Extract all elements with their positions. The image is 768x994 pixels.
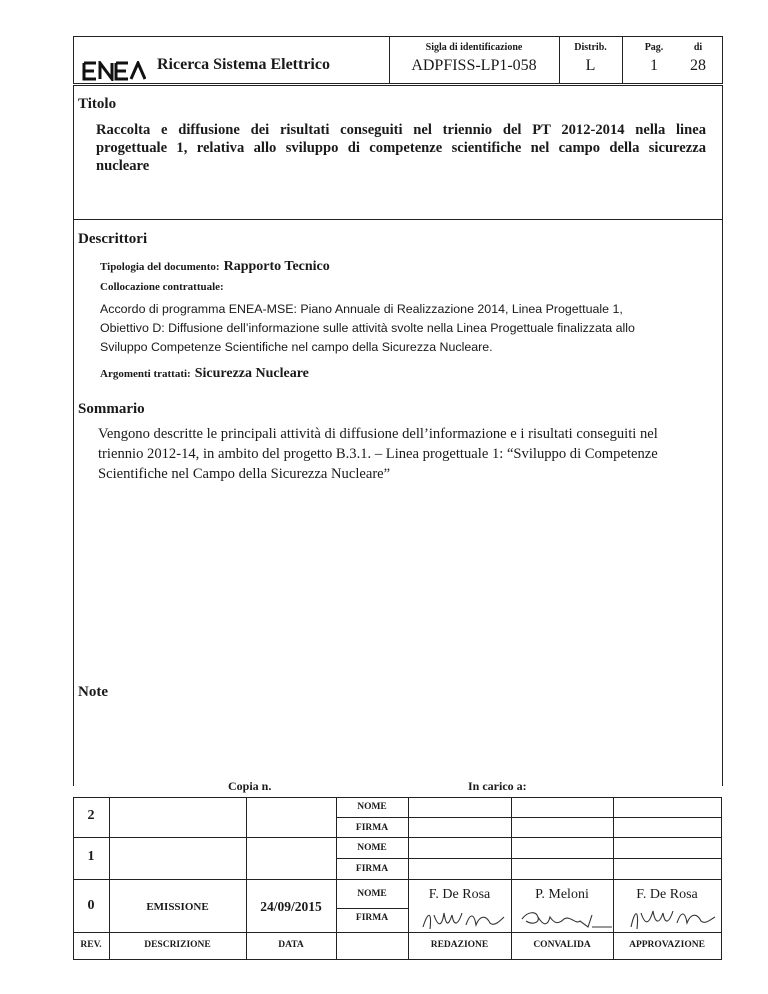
firma-label-1: FIRMA bbox=[355, 864, 389, 874]
pag-value: 1 bbox=[650, 57, 658, 74]
rev-0-description: EMISSIONE bbox=[146, 901, 209, 913]
enea-logo bbox=[82, 61, 146, 81]
rev-number-0: 0 bbox=[87, 898, 95, 913]
id-caption: Sigla di identificazione bbox=[425, 42, 523, 53]
titolo-text bbox=[96, 121, 706, 175]
carico-label: In carico a: bbox=[468, 779, 527, 793]
sommario-line-2: triennio 2012-14, in ambito del progetto B.3.1. – Linea progettuale 1: “Sviluppo di Competenze bbox=[98, 446, 658, 462]
enea-logo-icon bbox=[82, 61, 146, 81]
tipologia-value: Rapporto Tecnico bbox=[223, 259, 330, 274]
pag-caption: Pag. bbox=[644, 42, 664, 53]
header-box bbox=[73, 36, 723, 84]
footer-approvazione: APPROVAZIONE bbox=[629, 940, 705, 950]
footer-convalida: CONVALIDA bbox=[533, 940, 591, 950]
argomenti-label: Argomenti trattati: bbox=[100, 368, 191, 380]
tipologia-label: Tipologia del documento: bbox=[100, 261, 220, 273]
footer-data: DATA bbox=[278, 940, 304, 950]
approvazione-name: F. De Rosa bbox=[636, 887, 698, 902]
redazione-name: F. De Rosa bbox=[428, 887, 491, 902]
rev-number-2: 2 bbox=[87, 808, 95, 823]
sommario-text bbox=[98, 424, 658, 484]
convalida-name: P. Meloni bbox=[535, 887, 589, 902]
nome-label-1: NOME bbox=[357, 843, 387, 853]
copia-label: Copia n. bbox=[228, 779, 272, 793]
rev-number-1: 1 bbox=[87, 849, 95, 864]
di-value: 28 bbox=[690, 57, 706, 74]
distrib-value: L bbox=[585, 57, 596, 74]
titolo-line-1: Raccolta e diffusione dei risultati conseguiti nel triennio del PT 2012-2014 nella linea bbox=[96, 122, 706, 138]
distrib-caption: Distrib. bbox=[574, 42, 607, 53]
titolo-line-3: nucleare bbox=[96, 158, 150, 174]
footer-rev: REV. bbox=[80, 940, 102, 950]
signature-convalida bbox=[518, 907, 614, 933]
di-caption: di bbox=[693, 42, 703, 53]
collocazione-text bbox=[100, 300, 635, 357]
nome-label-0: NOME bbox=[357, 889, 387, 899]
sommario-line-1: Vengono descritte le principali attività di diffusione dell’informazione e i risultati conseguiti nel bbox=[98, 426, 658, 442]
firma-label-2: FIRMA bbox=[355, 823, 389, 833]
id-value: ADPFISS-LP1-058 bbox=[411, 57, 537, 74]
collocazione-line-1: Accordo di programma ENEA-MSE: Piano Annuale di Realizzazione 2014, Linea Progettuale 1, bbox=[100, 302, 623, 316]
descrittori-label: Descrittori bbox=[78, 231, 148, 247]
titolo-label: Titolo bbox=[78, 96, 117, 112]
collocazione-line-3: Sviluppo Competenze Scientifiche nel campo della Sicurezza Nucleare. bbox=[100, 340, 493, 354]
header-title: Ricerca Sistema Elettrico bbox=[157, 56, 330, 73]
firma-label-0: FIRMA bbox=[355, 913, 389, 923]
footer-descrizione: DESCRIZIONE bbox=[144, 940, 211, 950]
rev-0-date: 24/09/2015 bbox=[260, 899, 322, 914]
signature-redazione bbox=[418, 907, 508, 933]
argomenti-value: Sicurezza Nucleare bbox=[194, 366, 309, 381]
signature-approvazione bbox=[625, 905, 717, 933]
footer-redazione: REDAZIONE bbox=[430, 940, 489, 950]
titolo-line-2: progettuale 1, relativa allo sviluppo di competenze scientifiche nel campo della sicurezza bbox=[96, 140, 706, 156]
sommario-line-3: Scientifiche nel Campo della Sicurezza Nucleare” bbox=[98, 466, 391, 482]
nome-label-2: NOME bbox=[357, 802, 387, 812]
sommario-label: Sommario bbox=[78, 401, 145, 417]
revision-table bbox=[73, 797, 722, 960]
argomenti-row bbox=[100, 364, 309, 382]
tipologia-row bbox=[100, 257, 330, 275]
note-label: Note bbox=[78, 684, 108, 700]
collocazione-line-2: Obiettivo D: Diffusione dell’informazione sulle attività svolte nella Linea Progettuale finalizzata allo bbox=[100, 321, 635, 335]
collocazione-label: Collocazione contrattuale: bbox=[100, 281, 224, 293]
